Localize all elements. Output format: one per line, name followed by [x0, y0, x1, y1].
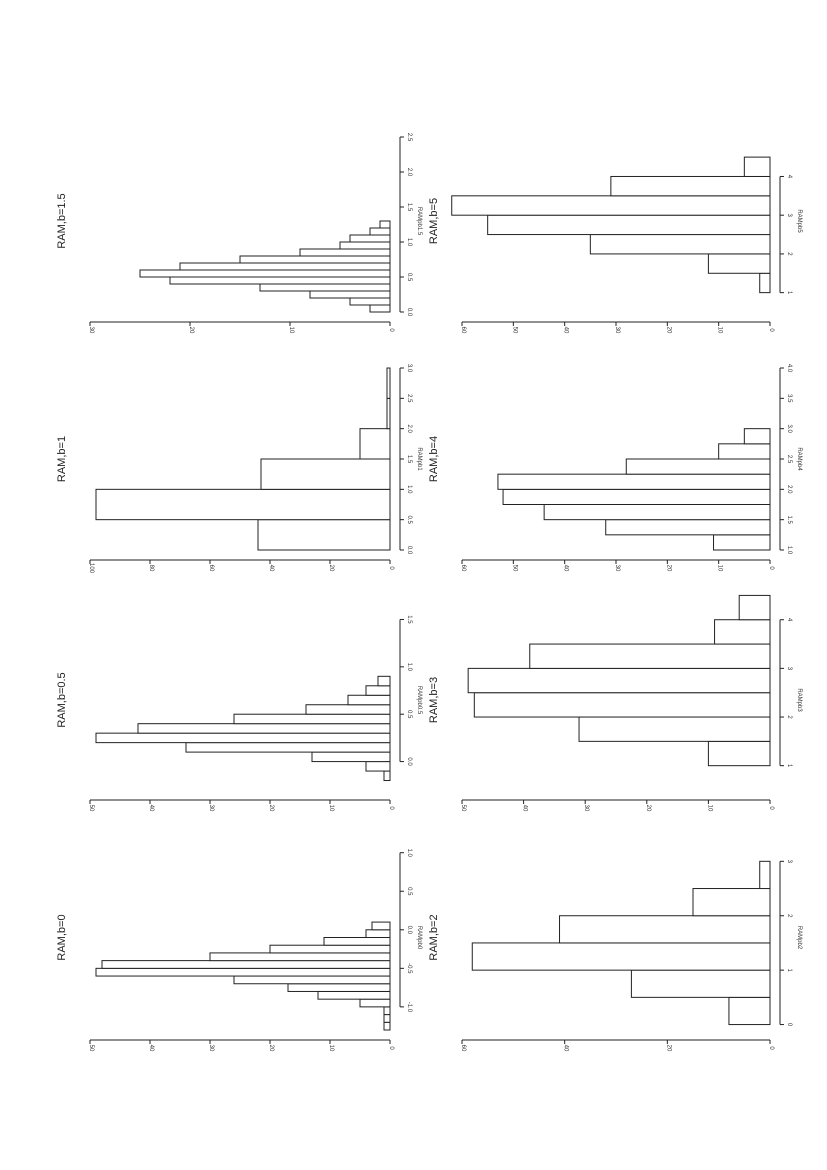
frequency-axis-tick-label: 50 [88, 1044, 94, 1052]
histogram-bar [744, 429, 770, 444]
histogram-bar [258, 520, 390, 550]
histogram-bar [631, 970, 770, 997]
histogram-bar [387, 398, 390, 428]
panel-ram-b1 [56, 364, 422, 574]
frequency-axis-tick-label: 0 [388, 566, 394, 570]
frequency-axis-tick-label: 20 [268, 1044, 274, 1052]
bin-axis-tick-label: 3.0 [786, 424, 792, 433]
frequency-axis-tick-label: 30 [614, 326, 620, 334]
histogram-bar [384, 1015, 390, 1023]
histogram-bar [468, 668, 770, 692]
histogram-bar [606, 520, 770, 535]
histogram-bar [760, 861, 770, 888]
panel-title-RAM-b-1: RAM,b=1 [56, 435, 68, 483]
bin-axis-label: RAMpb4 [796, 447, 802, 471]
histogram-bar [560, 916, 770, 943]
bin-axis-tick-label: 0.0 [406, 545, 412, 555]
bin-axis-tick-label: 3.5 [786, 394, 792, 403]
frequency-axis-tick-label: 0 [388, 328, 394, 332]
bin-axis-tick-label: 1.0 [786, 545, 792, 555]
histogram-bar [693, 889, 770, 916]
frequency-axis-tick-label: 20 [665, 326, 672, 334]
histogram-bar [234, 714, 390, 723]
bin-axis-tick-label: 2.5 [406, 132, 412, 142]
frequency-axis-tick-label: 60 [460, 326, 466, 334]
bin-axis-tick-label: 1.0 [406, 662, 412, 672]
bin-axis-tick-label: 1.5 [406, 454, 412, 464]
frequency-axis-tick-label: 40 [148, 1044, 154, 1052]
bin-axis-tick-label: 3 [786, 859, 792, 863]
bin-axis-tick-label: 2.5 [406, 394, 412, 403]
bin-axis-tick-label: 1.0 [406, 848, 412, 857]
histogram-bar [380, 221, 390, 228]
histogram-bar [611, 176, 770, 195]
panel-ram-b0 [56, 849, 422, 1052]
histogram-bar [370, 228, 390, 235]
histogram-bar [312, 752, 390, 761]
histogram-bar [366, 686, 390, 695]
bin-axis-tick-label: 2.0 [786, 485, 792, 494]
frequency-axis-tick-label: 20 [665, 1044, 672, 1052]
histogram-bar [530, 644, 770, 668]
frequency-axis-tick-label: 40 [562, 326, 569, 334]
histogram-bar [288, 984, 390, 992]
bin-axis-tick-label: -0.5 [406, 963, 412, 974]
bin-axis-tick-label: 2 [786, 914, 792, 918]
panel-ram-b0-5 [56, 615, 422, 812]
panel-title-RAM-b-1-5: RAM,b=1.5 [56, 193, 68, 249]
bin-axis-tick-label: 1 [786, 764, 792, 768]
frequency-axis-tick-label: 10 [716, 326, 723, 334]
frequency-axis-tick-label: 40 [268, 564, 274, 572]
histogram-bar [350, 235, 390, 242]
histogram-bar [488, 215, 770, 234]
panel-ram-b4 [428, 364, 802, 572]
histogram-bar [366, 930, 390, 938]
frequency-axis-tick-label: 20 [644, 804, 651, 812]
histogram-bar [384, 1022, 390, 1030]
panel-ram-b2 [428, 860, 802, 1052]
frequency-axis-tick-label: 60 [460, 1044, 466, 1052]
frequency-axis-tick-label: 50 [460, 804, 466, 812]
histogram-bar [350, 298, 390, 305]
bin-axis-tick-label: 0.0 [406, 307, 412, 317]
histogram-bar [384, 1007, 390, 1015]
frequency-axis-tick-label: 50 [511, 326, 518, 334]
histogram-bar [310, 291, 390, 298]
bin-axis-tick-label: 0.5 [406, 272, 412, 282]
frequency-axis-tick-label: 0 [388, 806, 394, 810]
histogram-bar [180, 263, 390, 270]
frequency-axis-tick-label: 80 [148, 564, 154, 572]
histogram-bar [626, 459, 770, 474]
bin-axis-label: RAMpb0 [416, 925, 422, 950]
bin-axis-label: RAMpb0.5 [416, 685, 422, 715]
panel-title-RAM-b-4: RAM,b=4 [428, 435, 440, 483]
histogram-bar [170, 277, 390, 284]
histogram-bar [590, 235, 770, 254]
histogram-bar [452, 196, 770, 215]
histogram-bar [96, 489, 390, 519]
frequency-axis-tick-label: 40 [148, 804, 154, 812]
histogram-bar [715, 620, 770, 644]
histogram-bar [719, 444, 770, 459]
bin-axis-tick-label: 3.0 [406, 363, 412, 373]
histogram-bar [472, 943, 770, 970]
bin-axis-tick-label: 0 [786, 1022, 792, 1027]
frequency-axis-tick-label: 20 [328, 564, 334, 572]
histogram-bar [729, 997, 770, 1024]
frequency-axis-tick-label: 60 [460, 564, 466, 572]
histogram-bar [474, 693, 770, 717]
histogram-bar [744, 157, 770, 176]
bin-axis-tick-label: 1 [786, 968, 792, 972]
frequency-axis-tick-label: 30 [208, 1044, 214, 1052]
histogram-bar [261, 459, 390, 489]
bin-axis-tick-label: 0.5 [406, 887, 412, 896]
histogram-bar [503, 489, 770, 504]
frequency-axis-tick-label: 10 [328, 1044, 334, 1052]
bin-axis-tick-label: 1.5 [406, 202, 412, 212]
frequency-axis-tick-label: 50 [511, 564, 518, 572]
histogram-bar [96, 733, 390, 742]
frequency-axis-tick-label: 0 [768, 566, 774, 570]
frequency-axis-tick-label: 10 [716, 564, 723, 572]
frequency-axis-tick-label: 20 [665, 564, 672, 572]
histogram-bar [387, 368, 390, 398]
histogram-bar [579, 717, 770, 741]
histogram-bar [300, 249, 390, 256]
frequency-axis-tick-label: 30 [88, 326, 94, 334]
bin-axis-label: RAMpb2 [796, 925, 802, 950]
frequency-axis-tick-label: 0 [768, 1046, 774, 1050]
histogram-bar [210, 953, 390, 961]
histogram-bar [360, 429, 390, 459]
bin-axis-label: RAMpb1.5 [416, 206, 422, 236]
bin-axis-tick-label: 4 [786, 618, 792, 622]
histogram-bar [96, 968, 390, 976]
bin-axis-tick-label: 0.5 [406, 515, 412, 524]
histogram-bar [360, 999, 390, 1007]
histogram-bar [102, 961, 390, 969]
bin-axis-tick-label: 2.5 [786, 454, 792, 464]
histogram-bar [708, 741, 770, 765]
frequency-axis-tick-label: 10 [706, 804, 713, 812]
bin-axis-tick-label: 0.0 [406, 925, 412, 934]
panel-title-RAM-b-5: RAM,b=5 [428, 197, 440, 245]
bin-axis-tick-label: 1.0 [406, 485, 412, 494]
panel-title-RAM-b-0: RAM,b=0 [56, 914, 68, 961]
frequency-axis-tick-label: 10 [328, 804, 334, 812]
histogram-bar [306, 705, 390, 714]
histogram-bar [324, 938, 390, 946]
frequency-axis-tick-label: 0 [388, 1046, 394, 1050]
panel-title-RAM-b-0-5: RAM,b=0.5 [56, 672, 68, 728]
frequency-axis-tick-label: 10 [288, 326, 294, 334]
histogram-bar [708, 254, 770, 273]
bin-axis-tick-label: 3 [786, 666, 792, 671]
panel-title-RAM-b-3: RAM,b=3 [428, 676, 440, 724]
frequency-axis-tick-label: 20 [268, 804, 274, 812]
bin-axis-tick-label: 2 [786, 715, 792, 719]
histogram-bar [498, 474, 770, 489]
bin-axis-tick-label: 2.0 [406, 167, 412, 177]
bin-axis-tick-label: 1 [786, 290, 792, 295]
histogram-bar [348, 695, 390, 704]
histogram-bar [270, 945, 390, 953]
frequency-axis-tick-label: 60 [208, 564, 214, 572]
histogram-bar [138, 724, 390, 733]
bin-axis-tick-label: 2.0 [406, 424, 412, 433]
bin-axis-tick-label: 4.0 [786, 363, 792, 373]
histogram-bar [544, 505, 770, 520]
histogram-bar [372, 922, 390, 930]
frequency-axis-tick-label: 40 [562, 1044, 569, 1052]
histogram-bar [760, 273, 770, 292]
histogram-bar [378, 676, 390, 685]
bin-axis-tick-label: 3 [786, 213, 792, 217]
histogram-bar [340, 242, 390, 249]
frequency-axis-tick-label: 0 [768, 328, 774, 332]
panel-title-RAM-b-2: RAM,b=2 [428, 914, 440, 961]
histogram-bar [366, 762, 390, 771]
histogram-bar [370, 305, 390, 312]
frequency-axis-tick-label: 20 [188, 326, 194, 334]
histogram-bar [186, 743, 390, 752]
panel-ram-b1-5 [56, 133, 422, 334]
histogram-bar [714, 535, 770, 550]
bin-axis-label: RAMpb5 [796, 209, 802, 233]
frequency-axis-tick-label: 30 [583, 804, 590, 812]
histogram-bar [240, 256, 390, 263]
bin-axis-tick-label: -1.0 [406, 1001, 412, 1013]
frequency-axis-tick-label: 30 [614, 564, 620, 572]
bin-axis-tick-label: 2 [786, 252, 792, 256]
frequency-axis-tick-label: 100 [88, 562, 94, 574]
histogram-bar [140, 270, 390, 277]
frequency-axis-tick-label: 0 [768, 806, 774, 810]
bin-axis-tick-label: 4 [786, 174, 792, 179]
bin-axis-tick-label: 1.5 [406, 615, 412, 624]
histogram-bar [318, 991, 390, 999]
frequency-axis-tick-label: 50 [88, 804, 94, 812]
bin-axis-tick-label: 1.0 [406, 237, 412, 247]
bin-axis-label: RAMpb3 [796, 688, 802, 712]
bin-axis-tick-label: 0.5 [406, 710, 412, 719]
bin-axis-label: RAMpb1 [416, 447, 422, 471]
bin-axis-tick-label: 1.5 [786, 515, 792, 524]
panel-ram-b5 [428, 157, 802, 334]
frequency-axis-tick-label: 40 [562, 564, 569, 572]
frequency-axis-tick-label: 30 [208, 804, 214, 812]
histogram-bar [260, 284, 390, 291]
frequency-axis-tick-label: 40 [521, 804, 528, 812]
bin-axis-tick-label: 0.0 [406, 757, 412, 766]
histogram-bar [384, 771, 390, 780]
histogram-bar [739, 595, 770, 619]
histogram-bar [234, 976, 390, 984]
panel-ram-b3 [428, 595, 802, 812]
